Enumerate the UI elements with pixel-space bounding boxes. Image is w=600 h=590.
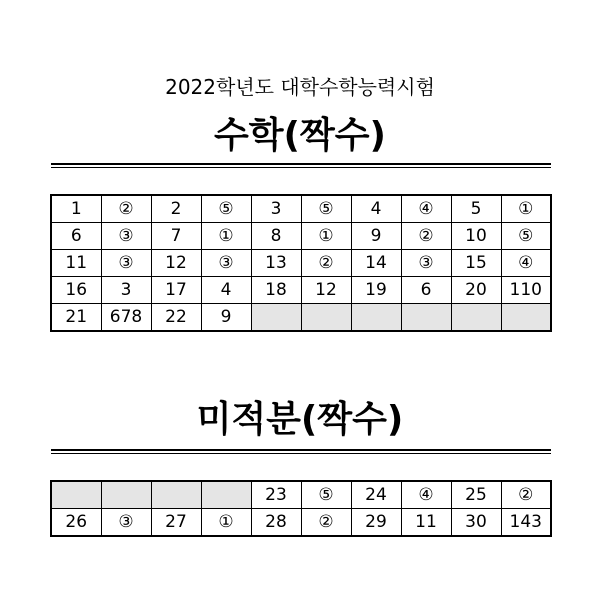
question-number: 20 <box>451 277 501 304</box>
question-number: 25 <box>451 481 501 509</box>
question-number: 27 <box>151 509 201 537</box>
answer-value: ① <box>201 509 251 537</box>
answer-value: ③ <box>101 223 151 250</box>
answer-value: ② <box>401 223 451 250</box>
empty-cell <box>301 304 351 332</box>
question-number: 5 <box>451 195 501 223</box>
table-row <box>51 509 551 537</box>
question-number: 12 <box>151 250 201 277</box>
empty-cell <box>51 481 101 509</box>
exam-title: 2022학년도 대학수학능력시험 <box>165 75 435 99</box>
empty-cell <box>201 481 251 509</box>
answer-value: ④ <box>501 250 551 277</box>
answer-value: ⑤ <box>301 481 351 509</box>
answer-value: 678 <box>101 304 151 332</box>
question-number: 29 <box>351 509 401 537</box>
question-number: 14 <box>351 250 401 277</box>
empty-cell <box>401 304 451 332</box>
answer-value: ④ <box>401 481 451 509</box>
answer-value: ⑤ <box>501 223 551 250</box>
question-number: 7 <box>151 223 201 250</box>
answer-value: 3 <box>101 277 151 304</box>
answer-value: 6 <box>401 277 451 304</box>
calculus-answer-table <box>50 480 552 537</box>
empty-cell <box>151 481 201 509</box>
question-number: 11 <box>51 250 101 277</box>
answer-value: 4 <box>201 277 251 304</box>
answer-value: ② <box>301 509 351 537</box>
answer-value: ① <box>301 223 351 250</box>
answer-value: ① <box>501 195 551 223</box>
question-number: 8 <box>251 223 301 250</box>
table-row <box>51 250 551 277</box>
question-number: 22 <box>151 304 201 332</box>
answer-value: ③ <box>201 250 251 277</box>
answer-value: ⑤ <box>301 195 351 223</box>
answer-value: ② <box>301 250 351 277</box>
question-number: 24 <box>351 481 401 509</box>
table-row <box>51 481 551 509</box>
answer-value: ⑤ <box>201 195 251 223</box>
question-number: 28 <box>251 509 301 537</box>
answer-value: ② <box>501 481 551 509</box>
answer-value: ① <box>201 223 251 250</box>
empty-cell <box>251 304 301 332</box>
empty-cell <box>451 304 501 332</box>
question-number: 18 <box>251 277 301 304</box>
question-number: 23 <box>251 481 301 509</box>
answer-value: 12 <box>301 277 351 304</box>
answer-value: 110 <box>501 277 551 304</box>
question-number: 6 <box>51 223 101 250</box>
question-number: 4 <box>351 195 401 223</box>
table-row <box>51 304 551 332</box>
question-number: 10 <box>451 223 501 250</box>
question-number: 3 <box>251 195 301 223</box>
answer-value: 11 <box>401 509 451 537</box>
table-row <box>51 195 551 223</box>
title-divider <box>51 163 551 168</box>
subject-title: 수학(짝수) <box>213 115 386 156</box>
question-number: 21 <box>51 304 101 332</box>
question-number: 2 <box>151 195 201 223</box>
question-number: 13 <box>251 250 301 277</box>
question-number: 9 <box>351 223 401 250</box>
question-number: 16 <box>51 277 101 304</box>
answer-value: ③ <box>101 509 151 537</box>
question-number: 26 <box>51 509 101 537</box>
question-number: 19 <box>351 277 401 304</box>
answer-value: ③ <box>401 250 451 277</box>
table-row <box>51 277 551 304</box>
calculus-divider <box>51 449 551 454</box>
question-number: 1 <box>51 195 101 223</box>
answer-value: ④ <box>401 195 451 223</box>
question-number: 17 <box>151 277 201 304</box>
math-answer-table <box>50 194 552 332</box>
calculus-title: 미적분(짝수) <box>196 399 404 440</box>
answer-value: 9 <box>201 304 251 332</box>
answer-value: 143 <box>501 509 551 537</box>
question-number: 30 <box>451 509 501 537</box>
table-row <box>51 223 551 250</box>
empty-cell <box>351 304 401 332</box>
answer-value: ② <box>101 195 151 223</box>
empty-cell <box>501 304 551 332</box>
answer-value: ③ <box>101 250 151 277</box>
question-number: 15 <box>451 250 501 277</box>
empty-cell <box>101 481 151 509</box>
